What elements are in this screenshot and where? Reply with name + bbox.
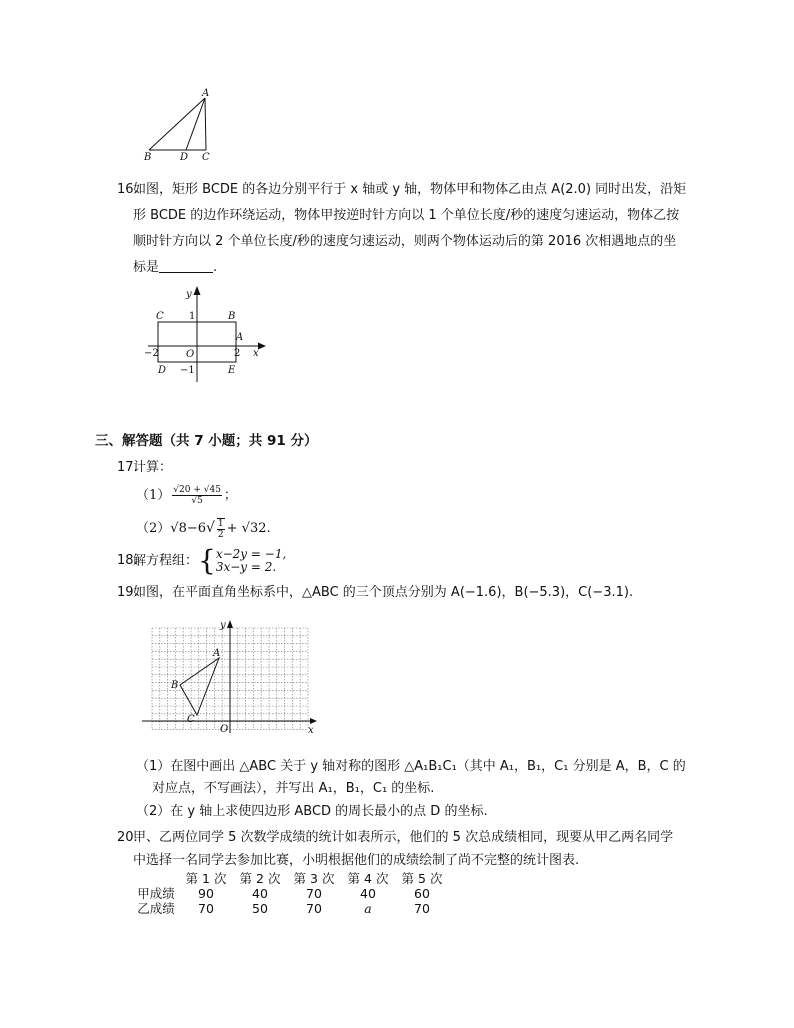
label-C: C bbox=[202, 152, 210, 163]
part-label: （1） bbox=[136, 488, 171, 503]
label-O: O bbox=[220, 724, 229, 735]
table-cell: 70 bbox=[414, 901, 430, 916]
label-A: A bbox=[213, 648, 221, 659]
q17-number: 17. bbox=[117, 460, 138, 475]
label-C: C bbox=[156, 311, 164, 322]
q20-line-1: 甲、乙两位同学 5 次数学成绩的统计如表所示，他们的 5 次总成绩相同，现要从甲乙两名同学 bbox=[133, 830, 674, 845]
label-A: A bbox=[236, 332, 244, 343]
numerator: 1 bbox=[217, 518, 224, 529]
table-cell: 70 bbox=[306, 886, 322, 901]
fraction bbox=[217, 518, 225, 540]
q16-number: 16. bbox=[117, 182, 138, 197]
punct: ； bbox=[223, 488, 237, 503]
tick-neg-2: −2 bbox=[144, 348, 159, 359]
q16-line-3: 顺时针方向以 2 个单位长度/秒的速度匀速运动，则两个物体运动后的第 2016 次相遇地点的坐 bbox=[133, 234, 677, 249]
axis-y-label: y bbox=[220, 620, 226, 631]
equation-system bbox=[216, 548, 286, 574]
q19-part-1-line-2: 对应点，不写画法），并写出 A₁，B₁，C₁ 的坐标. bbox=[152, 781, 435, 796]
equation-1: x−2y = −1, bbox=[215, 547, 287, 561]
table-cell: 50 bbox=[252, 901, 268, 916]
expr-a: √8−6 bbox=[170, 521, 206, 536]
table-cell: 90 bbox=[198, 886, 214, 901]
expr-b: + √32 bbox=[226, 521, 267, 536]
answer-blank[interactable] bbox=[159, 258, 213, 273]
label-E: E bbox=[228, 365, 236, 376]
header-cell: 第 2 次 bbox=[239, 871, 281, 886]
header-cell: 第 5 次 bbox=[401, 871, 443, 886]
axis-x-label: x bbox=[308, 725, 314, 736]
label-A: A bbox=[202, 88, 210, 99]
punct: . bbox=[266, 521, 271, 536]
table-cell: 40 bbox=[360, 886, 376, 901]
label-D: D bbox=[180, 152, 189, 163]
sqrt-sign: √ bbox=[206, 520, 215, 536]
q16-end: . bbox=[213, 260, 218, 275]
corner-cell bbox=[133, 871, 179, 886]
q17-part-1 bbox=[136, 483, 237, 509]
table-cell: 60 bbox=[414, 886, 430, 901]
label-O: O bbox=[186, 349, 195, 360]
q19-part-2: （2）在 y 轴上求使四边形 ABCD 的周长最小的点 D 的坐标. bbox=[136, 804, 488, 819]
q19-part-1-line-1: （1）在图中画出 △ABC 关于 y 轴对称的图形 △A₁B₁C₁（其中 A₁，B₁，C₁ 分别是 A，B，C 的 bbox=[136, 759, 686, 774]
numerator: √20 + √45 bbox=[173, 485, 221, 495]
tick-2: 2 bbox=[234, 348, 241, 359]
table-row bbox=[133, 901, 449, 916]
section-title: 三、解答题（共 7 小题；共 91 分） bbox=[95, 433, 318, 449]
table-row bbox=[133, 886, 449, 901]
q16-prompt: 标是 bbox=[133, 260, 160, 275]
equation-2: 3x−y = 2. bbox=[215, 560, 277, 574]
q17-part-2 bbox=[136, 515, 271, 542]
q19-text: 如图，在平面直角坐标系中，△ABC 的三个顶点分别为 A(−1.6)，B(−5.3)，C(−3.1). bbox=[133, 585, 634, 600]
q16-line-1: 如图，矩形 BCDE 的各边分别平行于 x 轴或 y 轴，物体甲和物体乙由点 A(2.0) 同时出发，沿矩 bbox=[133, 182, 687, 197]
denominator: √5 bbox=[191, 496, 203, 506]
triangle-figure bbox=[140, 86, 220, 166]
label-B: B bbox=[144, 152, 152, 163]
table-header-row bbox=[133, 871, 449, 886]
rectangle-figure bbox=[140, 282, 270, 386]
q20-number: 20. bbox=[117, 830, 138, 845]
q19-number: 19. bbox=[117, 585, 138, 600]
header-cell: 第 1 次 bbox=[185, 871, 227, 886]
row-label: 乙成绩 bbox=[137, 901, 175, 916]
q17-text: 计算： bbox=[133, 460, 173, 475]
table-cell: a bbox=[364, 901, 372, 916]
q18-text: 解方程组： bbox=[133, 553, 199, 569]
q18-line bbox=[133, 544, 287, 577]
label-D: D bbox=[158, 365, 167, 376]
q16-line-4 bbox=[133, 255, 217, 281]
axis-x-label: x bbox=[253, 348, 259, 359]
q16-line-2: 形 BCDE 的边作环绕运动，物体甲按逆时针方向以 1 个单位长度/秒的速度匀速运动，物体乙按 bbox=[133, 208, 680, 223]
q20-line-2: 中选择一名同学去参加比赛，小明根据他们的成绩绘制了尚不完整的统计图表. bbox=[133, 853, 580, 868]
table-cell: 70 bbox=[198, 901, 214, 916]
header-cell: 第 3 次 bbox=[293, 871, 335, 886]
label-B: B bbox=[228, 311, 236, 322]
q18-number: 18. bbox=[117, 553, 138, 568]
fraction bbox=[172, 485, 222, 506]
brace: { bbox=[198, 544, 216, 577]
table-cell: 40 bbox=[252, 886, 268, 901]
part-label: （2） bbox=[136, 521, 171, 536]
axis-y-label: y bbox=[186, 289, 192, 300]
header-cell: 第 4 次 bbox=[347, 871, 389, 886]
tick-neg-1: −1 bbox=[180, 365, 195, 376]
score-table bbox=[133, 871, 449, 916]
tick-1: 1 bbox=[189, 311, 196, 322]
coordinate-grid-figure bbox=[140, 618, 320, 738]
label-C: C bbox=[187, 714, 195, 725]
denominator: 2 bbox=[217, 529, 224, 540]
table-cell: 70 bbox=[306, 901, 322, 916]
row-label: 甲成绩 bbox=[137, 886, 175, 901]
label-B: B bbox=[171, 680, 179, 691]
